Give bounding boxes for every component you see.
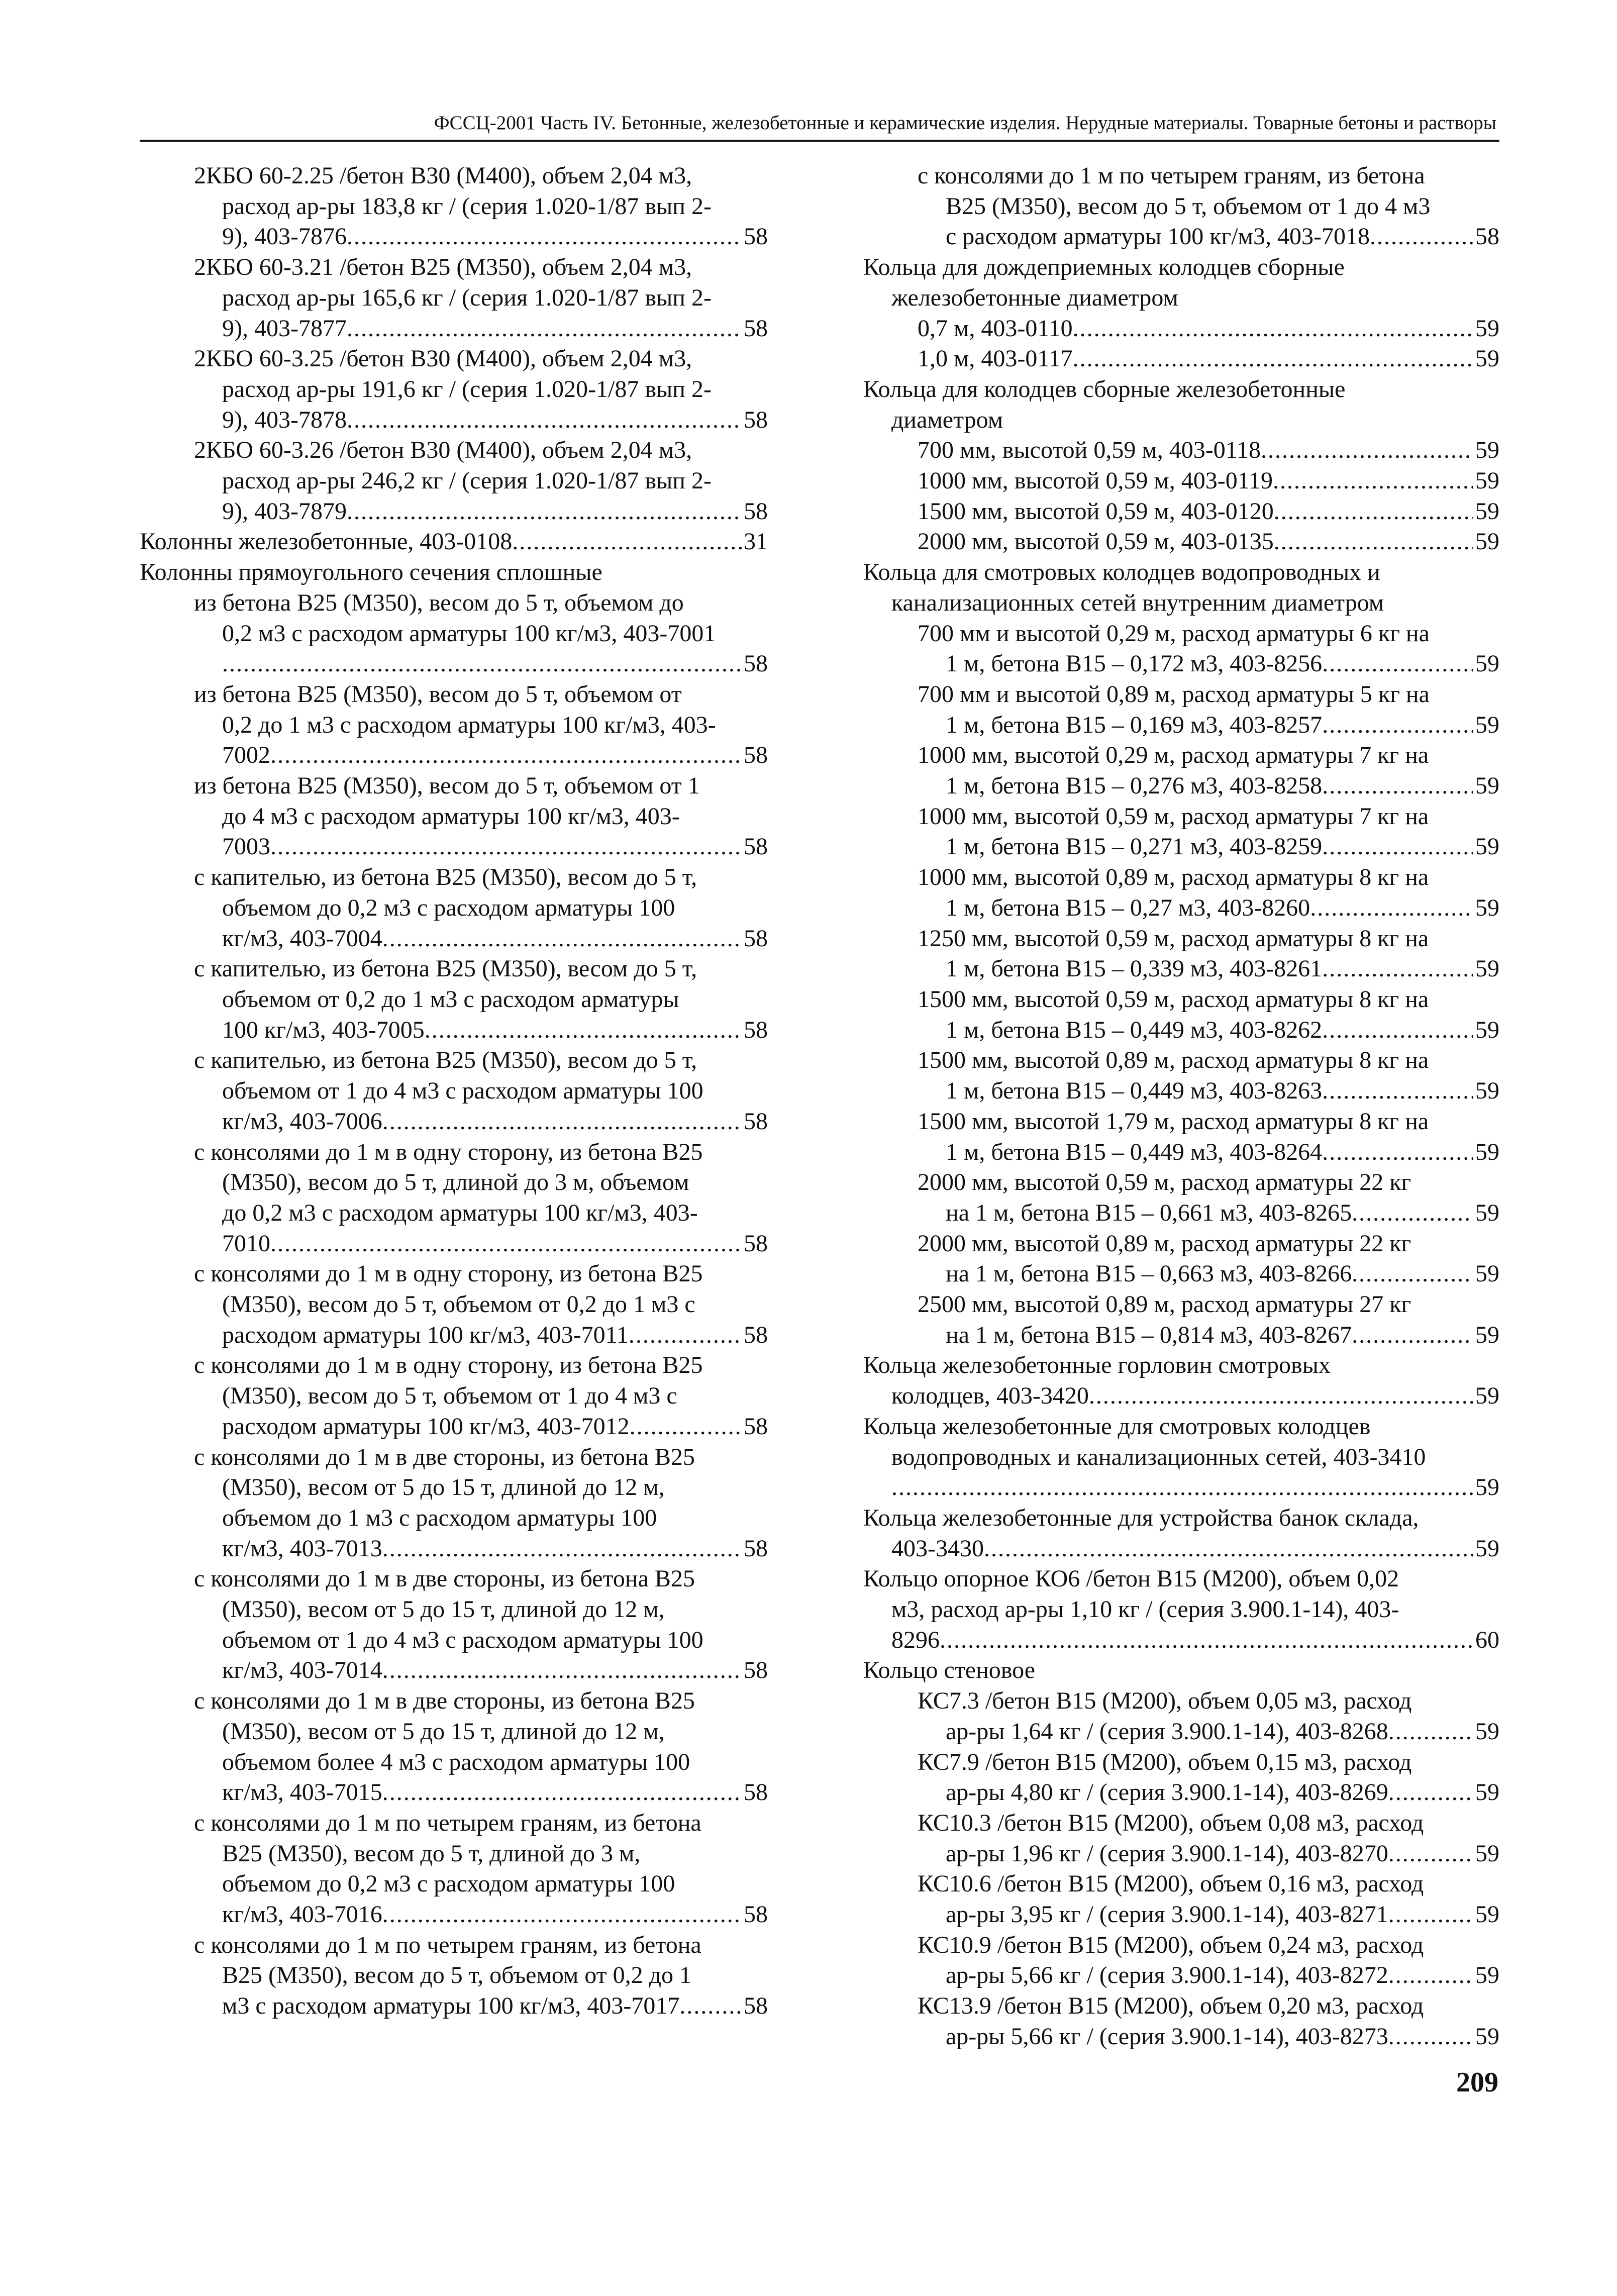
running-header: ФССЦ-2001 Часть IV. Бетонные, железобетонные и керамические изделия. Нерудные материалы. Товарные бетоны и растворы — [434, 112, 1496, 134]
entry-line: КС7.3 /бетон В15 (М200), объем 0,05 м3, расход — [918, 1687, 1412, 1715]
entry-line: 9), 403-7876 — [222, 223, 347, 250]
dot-leader — [1322, 649, 1473, 679]
dot-leader — [382, 1655, 742, 1686]
dot-leader — [1388, 1960, 1473, 1991]
page-reference: 58 — [744, 1657, 768, 1684]
entry-line: 1 м, бетона В15 – 0,276 м3, 403-8258 — [946, 772, 1323, 800]
dot-leader — [1388, 1900, 1473, 1930]
entry-line: с капителью, из бетона В25 (М350), весом до 5 т, — [194, 955, 697, 982]
dot-leader — [1322, 1076, 1473, 1107]
index-entry — [140, 1350, 768, 1442]
index-entry — [863, 619, 1499, 679]
index-entry — [863, 1808, 1499, 1869]
page-reference: 58 — [744, 1992, 768, 2020]
index-entry — [140, 588, 768, 679]
entry-line: объемом до 0,2 м3 с расходом арматуры 100 — [222, 1870, 675, 1898]
entry-line: (М350), весом до 5 т, длиной до 3 м, объемом — [222, 1169, 689, 1196]
entry-line: объемом от 1 до 4 м3 с расходом арматуры 100 — [222, 1626, 703, 1653]
entry-line: 2КБО 60-2.25 /бетон В30 (М400), объем 2,04 м3, — [194, 162, 692, 189]
dot-leader — [1273, 466, 1473, 496]
entry-line: 403-3430 — [891, 1535, 984, 1562]
entry-line: ар-ры 5,66 кг / (серия 3.900.1-14), 403-8273 — [946, 2023, 1388, 2050]
dot-leader — [382, 1777, 742, 1808]
page-reference: 59 — [1475, 1718, 1499, 1745]
page-reference: 58 — [744, 1108, 768, 1135]
entry-line: 1 м, бетона В15 – 0,449 м3, 403-8263 — [946, 1077, 1323, 1105]
dot-leader — [382, 1900, 742, 1930]
index-entry — [863, 1412, 1499, 1503]
entry-line: 1500 мм, высотой 0,59 м, 403-0120 — [918, 497, 1274, 525]
page-reference: 59 — [1475, 1321, 1499, 1348]
index-entry — [863, 862, 1499, 923]
index-entry — [140, 771, 768, 862]
page-reference: 59 — [1475, 1016, 1499, 1043]
entry-line: кг/м3, 403-7006 — [222, 1108, 382, 1135]
dot-leader — [425, 1015, 742, 1046]
page-reference: 58 — [744, 497, 768, 525]
page-reference: 59 — [1475, 1535, 1499, 1562]
index-entry — [863, 435, 1499, 466]
entry-line: Кольца железобетонные горловин смотровых — [863, 1352, 1331, 1379]
index-entry — [863, 924, 1499, 984]
entry-line: до 0,2 м3 с расходом арматуры 100 кг/м3, 403- — [222, 1199, 698, 1226]
entry-line: (М350), весом до 5 т, объемом от 0,2 до 1 м3 с — [222, 1291, 695, 1318]
entry-line: 9), 403-7878 — [222, 406, 347, 433]
dot-leader — [1352, 1320, 1473, 1351]
entry-line: объемом более 4 м3 с расходом арматуры 100 — [222, 1748, 690, 1775]
index-entry — [140, 1564, 768, 1686]
entry-line: колодцев, 403-3420 — [891, 1382, 1089, 1410]
entry-line: из бетона В25 (М350), весом до 5 т, объемом до — [194, 589, 684, 616]
dot-leader — [347, 405, 742, 436]
dot-leader — [270, 1229, 742, 1259]
entry-line: на 1 м, бетона В15 – 0,661 м3, 403-8265 — [946, 1199, 1352, 1226]
index-entry — [140, 252, 768, 344]
entry-line: Кольца для смотровых колодцев водопроводных и — [863, 559, 1380, 586]
entry-line: (М350), весом до 5 т, объемом от 1 до 4 м3 с — [222, 1382, 677, 1410]
entry-line: В25 (М350), весом до 5 т, длиной до 3 м, — [222, 1840, 641, 1867]
index-entry — [863, 679, 1499, 740]
index-entry — [863, 496, 1499, 527]
page-reference: 59 — [1475, 955, 1499, 982]
entry-line: расход ар-ры 246,2 кг / (серия 1.020-1/87 вып 2- — [222, 467, 712, 494]
page-reference: 60 — [1475, 1626, 1499, 1653]
entry-line: кг/м3, 403-7015 — [222, 1779, 382, 1806]
page-reference: 59 — [1475, 2023, 1499, 2050]
index-entry — [140, 1442, 768, 1564]
header-rule — [140, 140, 1499, 142]
entry-line: 700 мм и высотой 0,89 м, расход арматуры 5 кг на — [918, 680, 1430, 708]
entry-line: 1000 мм, высотой 0,59 м, 403-0119 — [918, 467, 1273, 494]
dot-leader — [1322, 832, 1473, 862]
index-entry — [140, 1930, 768, 2022]
entry-line: кг/м3, 403-7014 — [222, 1657, 382, 1684]
entry-line: ар-ры 3,95 кг / (серия 3.900.1-14), 403-8271 — [946, 1901, 1388, 1928]
index-entry — [863, 1107, 1499, 1167]
entry-line: 1 м, бетона В15 – 0,169 м3, 403-8257 — [946, 711, 1323, 738]
dot-leader — [1274, 496, 1473, 527]
index-entry — [863, 1229, 1499, 1289]
index-entry — [863, 1991, 1499, 2052]
entry-line: КС10.3 /бетон В15 (М200), объем 0,08 м3, расход — [918, 1809, 1424, 1836]
dot-leader — [629, 1320, 742, 1351]
index-entry — [863, 161, 1499, 252]
dot-leader — [1073, 314, 1473, 344]
index-entry — [863, 1350, 1499, 1411]
entry-line: расход ар-ры 191,6 кг / (серия 1.020-1/87 вып 2- — [222, 375, 712, 403]
dot-leader — [1274, 527, 1473, 557]
page-reference: 59 — [1475, 1199, 1499, 1226]
index-entry — [140, 161, 768, 252]
index-entry — [863, 1747, 1499, 1808]
index-entry — [863, 1503, 1499, 1564]
index-entry — [863, 1655, 1499, 1686]
entry-line: 1500 мм, высотой 0,59 м, расход арматуры 8 кг на — [918, 985, 1429, 1013]
entry-line: Кольца железобетонные для устройства банок склада, — [863, 1504, 1419, 1531]
dot-leader — [1352, 1259, 1473, 1289]
entry-line: расход ар-ры 165,6 кг / (серия 1.020-1/87 вып 2- — [222, 284, 712, 311]
page-reference: 58 — [744, 1413, 768, 1440]
entry-line: объемом от 0,2 до 1 м3 с расходом арматуры — [222, 985, 679, 1013]
index-entry — [140, 435, 768, 527]
dot-leader — [940, 1625, 1473, 1656]
entry-line: В25 (М350), весом до 5 т, объемом от 1 до 4 м3 — [946, 192, 1431, 220]
entry-line: расходом арматуры 100 кг/м3, 403-7012 — [222, 1413, 630, 1440]
page-reference: 31 — [744, 528, 768, 555]
index-entry — [863, 1045, 1499, 1106]
index-entry — [140, 1137, 768, 1259]
entry-line: 7002 — [222, 742, 270, 769]
entry-line: (М350), весом от 5 до 15 т, длиной до 12 м, — [222, 1596, 665, 1623]
page-reference: 59 — [1475, 1901, 1499, 1928]
dot-leader — [347, 222, 742, 252]
page-reference: 59 — [1475, 772, 1499, 800]
entry-line: КС13.9 /бетон В15 (М200), объем 0,20 м3, расход — [918, 1992, 1424, 2020]
dot-leader — [347, 314, 742, 344]
index-entry — [863, 344, 1499, 374]
entry-line: Кольцо опорное КО6 /бетон В15 (М200), объем 0,02 — [863, 1565, 1399, 1592]
index-entry — [863, 1167, 1499, 1228]
entry-line: кг/м3, 403-7016 — [222, 1901, 382, 1928]
dot-leader — [1322, 771, 1473, 802]
entry-line: 100 кг/м3, 403-7005 — [222, 1016, 425, 1043]
entry-line: на 1 м, бетона В15 – 0,663 м3, 403-8266 — [946, 1260, 1352, 1287]
entry-line: объемом от 1 до 4 м3 с расходом арматуры 100 — [222, 1077, 703, 1105]
entry-line: КС7.9 /бетон В15 (М200), объем 0,15 м3, расход — [918, 1748, 1412, 1775]
entry-line: 2КБО 60-3.25 /бетон В30 (М400), объем 2,04 м3, — [194, 345, 692, 372]
entry-line: с консолями до 1 м по четырем граням, из бетона — [918, 162, 1425, 189]
page-reference: 59 — [1475, 315, 1499, 342]
dot-leader — [1089, 1381, 1473, 1412]
entry-line: (М350), весом от 5 до 15 т, длиной до 12 м, — [222, 1474, 665, 1501]
entry-line: с капителью, из бетона В25 (М350), весом до 5 т, — [194, 1047, 697, 1074]
dot-leader — [1370, 222, 1473, 252]
dot-leader — [679, 1991, 742, 2022]
page-reference: 59 — [1475, 1474, 1499, 1501]
dot-leader — [1388, 2022, 1473, 2052]
entry-line: Колонны прямоугольного сечения сплошные — [140, 559, 602, 586]
entry-line: КС10.9 /бетон В15 (М200), объем 0,24 м3, расход — [918, 1931, 1424, 1958]
entry-line: м3, расход ар-ры 1,10 кг / (серия 3.900.1-14), 403- — [891, 1596, 1399, 1623]
index-entry — [863, 1289, 1499, 1350]
page-reference: 58 — [744, 1016, 768, 1043]
entry-line: 2000 мм, высотой 0,59 м, расход арматуры 22 кг — [918, 1169, 1411, 1196]
index-entry — [863, 740, 1499, 801]
dot-leader — [1388, 1777, 1473, 1808]
page-reference: 59 — [1475, 1138, 1499, 1165]
entry-line: 0,2 до 1 м3 с расходом арматуры 100 кг/м3, 403- — [222, 711, 716, 738]
page-reference: 59 — [1475, 650, 1499, 677]
index-entry — [863, 802, 1499, 862]
entry-line: 1 м, бетона В15 – 0,271 м3, 403-8259 — [946, 833, 1323, 860]
index-entry — [863, 984, 1499, 1045]
dot-leader — [382, 1534, 742, 1564]
dot-leader — [1388, 1717, 1473, 1747]
page-reference: 59 — [1475, 1779, 1499, 1806]
page-reference: 58 — [744, 925, 768, 952]
entry-line: 0,2 м3 с расходом арматуры 100 кг/м3, 403-7001 — [222, 620, 716, 647]
index-entry — [140, 527, 768, 557]
dot-leader — [1352, 1198, 1473, 1229]
dot-leader — [1388, 1839, 1473, 1869]
entry-line: объемом до 1 м3 с расходом арматуры 100 — [222, 1504, 657, 1531]
entry-line: 9), 403-7879 — [222, 497, 347, 525]
dot-leader — [382, 1107, 742, 1137]
index-entry — [140, 1045, 768, 1137]
entry-line: Кольцо стеновое — [863, 1657, 1036, 1684]
entry-line: водопроводных и канализационных сетей, 403-3410 — [891, 1443, 1426, 1470]
dot-leader — [1073, 344, 1473, 374]
entry-line: с расходом арматуры 100 кг/м3, 403-7018 — [946, 223, 1370, 250]
index-entry — [863, 374, 1499, 435]
page-reference: 58 — [744, 315, 768, 342]
entry-line: 0,7 м, 403-0110 — [918, 315, 1073, 342]
entry-line: 1500 мм, высотой 0,89 м, расход арматуры 8 кг на — [918, 1047, 1429, 1074]
index-column-left — [140, 161, 768, 2022]
entry-line: 7003 — [222, 833, 270, 860]
dot-leader — [1322, 1015, 1473, 1046]
page-reference: 59 — [1475, 345, 1499, 372]
entry-line: 9), 403-7877 — [222, 315, 347, 342]
entry-line: железобетонные диаметром — [891, 284, 1178, 311]
entry-line: с консолями до 1 м в одну сторону, из бетона В25 — [194, 1260, 703, 1287]
page-reference: 58 — [744, 833, 768, 860]
page-reference: 59 — [1475, 497, 1499, 525]
entry-line: канализационных сетей внутренним диаметром — [891, 589, 1384, 616]
index-entry — [140, 1808, 768, 1930]
page-reference: 58 — [744, 1535, 768, 1562]
entry-line: 1250 мм, высотой 0,59 м, расход арматуры 8 кг на — [918, 925, 1429, 952]
entry-line: с консолями до 1 м по четырем граням, из бетона — [194, 1809, 701, 1836]
page-reference: 58 — [744, 1901, 768, 1928]
page-reference: 59 — [1475, 894, 1499, 921]
entry-line: с консолями до 1 м в одну сторону, из бетона В25 — [194, 1138, 703, 1165]
entry-line: ар-ры 1,96 кг / (серия 3.900.1-14), 403-8270 — [946, 1840, 1388, 1867]
page-reference: 58 — [744, 1779, 768, 1806]
dot-leader — [984, 1534, 1473, 1564]
dot-leader — [512, 527, 742, 557]
entry-line: с капителью, из бетона В25 (М350), весом до 5 т, — [194, 864, 697, 891]
page-reference: 59 — [1475, 1962, 1499, 1989]
entry-line: 2КБО 60-3.26 /бетон В30 (М400), объем 2,04 м3, — [194, 437, 692, 464]
entry-line: Кольца для дождеприемных колодцев сборные — [863, 254, 1345, 281]
entry-line: с консолями до 1 м в две стороны, из бетона В25 — [194, 1565, 695, 1592]
index-entry — [140, 1686, 768, 1808]
index-entry — [140, 954, 768, 1045]
page-number: 209 — [1456, 2067, 1498, 2098]
index-entry — [140, 344, 768, 435]
page-reference: 59 — [1475, 711, 1499, 738]
entry-line: ар-ры 5,66 кг / (серия 3.900.1-14), 403-8272 — [946, 1962, 1388, 1989]
entry-line: 2500 мм, высотой 0,89 м, расход арматуры 27 кг — [918, 1291, 1411, 1318]
page-reference: 58 — [1475, 223, 1499, 250]
entry-line: 1 м, бетона В15 – 0,172 м3, 403-8256 — [946, 650, 1323, 677]
entry-line: 1 м, бетона В15 – 0,449 м3, 403-8264 — [946, 1138, 1323, 1165]
dot-leader — [270, 740, 742, 771]
entry-line: Кольца для колодцев сборные железобетонные — [863, 375, 1346, 403]
entry-line: с консолями до 1 м по четырем граням, из бетона — [194, 1931, 701, 1958]
page-reference: 58 — [744, 223, 768, 250]
entry-line: 2КБО 60-3.21 /бетон В25 (М350), объем 2,04 м3, — [194, 254, 692, 281]
entry-line: до 4 м3 с расходом арматуры 100 кг/м3, 403- — [222, 803, 680, 830]
entry-line: 1,0 м, 403-0117 — [918, 345, 1073, 372]
index-column-right — [863, 161, 1499, 2052]
dot-leader — [1322, 710, 1473, 741]
page-reference: 59 — [1475, 1840, 1499, 1867]
page-reference: 58 — [744, 742, 768, 769]
entry-line: 2000 мм, высотой 0,89 м, расход арматуры 22 кг — [918, 1230, 1411, 1257]
entry-line: 2000 мм, высотой 0,59 м, 403-0135 — [918, 528, 1274, 555]
page-reference: 59 — [1475, 1382, 1499, 1410]
page-reference: 59 — [1475, 437, 1499, 464]
dot-leader — [630, 1412, 742, 1442]
entry-line: 1 м, бетона В15 – 0,27 м3, 403-8260 — [946, 894, 1310, 921]
entry-line: 1000 мм, высотой 0,59 м, расход арматуры 7 кг на — [918, 803, 1429, 830]
page-reference: 59 — [1475, 833, 1499, 860]
dot-leader — [1322, 954, 1473, 984]
index-entry — [140, 862, 768, 954]
entry-line: кг/м3, 403-7013 — [222, 1535, 382, 1562]
index-entry — [863, 1564, 1499, 1655]
dot-leader — [382, 924, 742, 954]
entry-line: (М350), весом от 5 до 15 т, длиной до 12 м, — [222, 1718, 665, 1745]
dot-leader — [1310, 893, 1473, 924]
entry-line: 1000 мм, высотой 0,89 м, расход арматуры 8 кг на — [918, 864, 1429, 891]
entry-line: с консолями до 1 м в две стороны, из бетона В25 — [194, 1687, 695, 1715]
page-reference: 59 — [1475, 1077, 1499, 1105]
index-entry — [863, 1869, 1499, 1930]
index-entry — [863, 557, 1499, 618]
index-entry — [140, 1259, 768, 1350]
index-entry — [863, 466, 1499, 496]
entry-line: В25 (М350), весом до 5 т, объемом от 0,2 до 1 — [222, 1962, 692, 1989]
entry-line: из бетона В25 (М350), весом до 5 т, объемом от 1 — [194, 772, 700, 800]
entry-line: 1 м, бетона В15 – 0,449 м3, 403-8262 — [946, 1016, 1323, 1043]
page-reference: 59 — [1475, 528, 1499, 555]
dot-leader — [347, 496, 742, 527]
dot-leader — [222, 649, 742, 679]
entry-line: 1500 мм, высотой 1,79 м, расход арматуры 8 кг на — [918, 1108, 1429, 1135]
entry-line: 700 мм, высотой 0,59 м, 403-0118 — [918, 437, 1261, 464]
index-entry — [863, 1686, 1499, 1747]
entry-line: расходом арматуры 100 кг/м3, 403-7011 — [222, 1321, 629, 1348]
entry-line: 7010 — [222, 1230, 270, 1257]
entry-line: КС10.6 /бетон В15 (М200), объем 0,16 м3, расход — [918, 1870, 1424, 1898]
entry-line: м3 с расходом арматуры 100 кг/м3, 403-7017 — [222, 1992, 680, 2020]
page-reference: 58 — [744, 406, 768, 433]
entry-line: Кольца железобетонные для смотровых колодцев — [863, 1413, 1371, 1440]
index-entry — [863, 1930, 1499, 1991]
entry-line: диаметром — [891, 406, 1003, 433]
entry-line: Колонны железобетонные, 403-0108 — [140, 528, 513, 555]
entry-line: с консолями до 1 м в две стороны, из бетона В25 — [194, 1443, 695, 1470]
page-reference: 59 — [1475, 467, 1499, 494]
entry-line: объемом до 0,2 м3 с расходом арматуры 100 — [222, 894, 675, 921]
entry-line: на 1 м, бетона В15 – 0,814 м3, 403-8267 — [946, 1321, 1352, 1348]
dot-leader — [1261, 435, 1473, 466]
dot-leader — [1322, 1137, 1473, 1168]
entry-line: 1000 мм, высотой 0,29 м, расход арматуры 7 кг на — [918, 742, 1429, 769]
entry-line: 8296 — [891, 1626, 940, 1653]
dot-leader — [270, 832, 742, 862]
entry-line: с консолями до 1 м в одну сторону, из бетона В25 — [194, 1352, 703, 1379]
index-entry — [863, 527, 1499, 557]
entry-line: из бетона В25 (М350), весом до 5 т, объемом от — [194, 680, 682, 708]
entry-line: ар-ры 4,80 кг / (серия 3.900.1-14), 403-8269 — [946, 1779, 1388, 1806]
page-reference: 58 — [744, 1321, 768, 1348]
dot-leader — [891, 1472, 1473, 1503]
index-entry — [863, 252, 1499, 313]
page-reference: 59 — [1475, 1260, 1499, 1287]
index-entry — [863, 314, 1499, 344]
index-entry — [140, 679, 768, 771]
index-entry — [140, 557, 768, 588]
entry-line: кг/м3, 403-7004 — [222, 925, 382, 952]
entry-line: расход ар-ры 183,8 кг / (серия 1.020-1/87 вып 2- — [222, 192, 712, 220]
entry-line: 1 м, бетона В15 – 0,339 м3, 403-8261 — [946, 955, 1323, 982]
page-reference: 58 — [744, 650, 768, 677]
page-reference: 58 — [744, 1230, 768, 1257]
entry-line: 700 мм и высотой 0,29 м, расход арматуры 6 кг на — [918, 620, 1430, 647]
entry-line: ар-ры 1,64 кг / (серия 3.900.1-14), 403-8268 — [946, 1718, 1388, 1745]
